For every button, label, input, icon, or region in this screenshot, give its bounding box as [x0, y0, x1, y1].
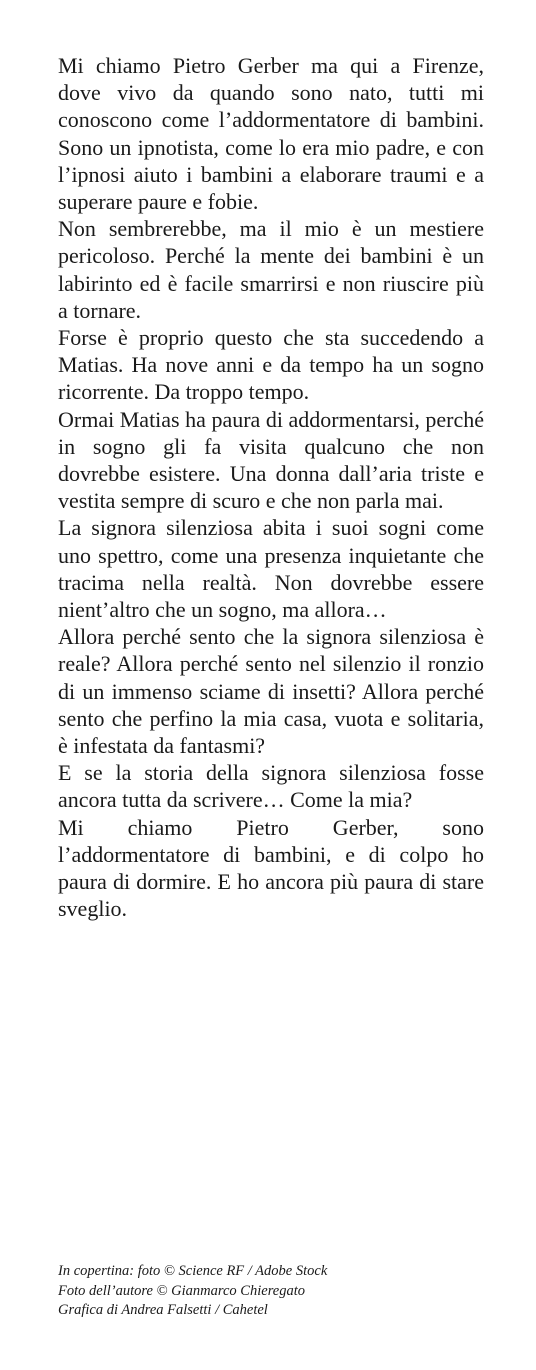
blurb-paragraph: Mi chiamo Pietro Gerber, sono l’addormentatore di bambini, e di colpo ho paura di dormire. E ho ancora più paura di stare sveglio. [58, 814, 484, 922]
blurb-paragraph: Mi chiamo Pietro Gerber ma qui a Firenze, dove vivo da quando sono nato, tutti mi conoscono come l’addormentatore di bambini. Sono un ipnotista, come lo era mio padre, e con l’ipnosi aiuto i bambini a elaborare traumi e a superare paure e fobie. [58, 53, 484, 215]
design-credit: Grafica di Andrea Falsetti / Cahetel [58, 1302, 268, 1318]
author-photo-credit: Foto dell’autore © Gianmarco Chieregato [58, 1282, 306, 1299]
cover-photo-credit: In copertina: foto © Science RF / Adobe Stock [58, 1263, 328, 1279]
blurb-paragraph: Non sembrerebbe, ma il mio è un mestiere pericoloso. Perché la mente dei bambini è un labirinto ed è facile smarrirsi e non riuscire più a tornare. [58, 216, 484, 323]
blurb-paragraph: La signora silenziosa abita i suoi sogni come uno spettro, come una presenza inquietante che tracima nella realtà. Non dovrebbe essere nient’altro che un sogno, ma allora… [58, 515, 484, 623]
blurb-paragraph: Allora perché sento che la signora silenziosa è reale? Allora perché sento nel silenzio il ronzio di un immenso sciame di insetti? Allora perché sento che perfino la mia casa, vuota e solitaria, è infestata da fantasmi? [58, 624, 484, 759]
image-credits [58, 1262, 498, 1321]
blurb-paragraph: Forse è proprio questo che sta succedendo a Matias. Ha nove anni e da tempo ha un sogno ricorrente. Da troppo tempo. [58, 325, 484, 405]
blurb-paragraph: Ormai Matias ha paura di addormentarsi, perché in sogno gli fa visita qualcuno che non dovrebbe esistere. Una donna dall’aria triste e vestita sempre di scuro e che non parla mai. [58, 406, 484, 514]
blurb-text [58, 52, 484, 923]
blurb-paragraph: E se la storia della signora silenziosa fosse ancora tutta da scrivere… Come la mia? [58, 760, 484, 813]
